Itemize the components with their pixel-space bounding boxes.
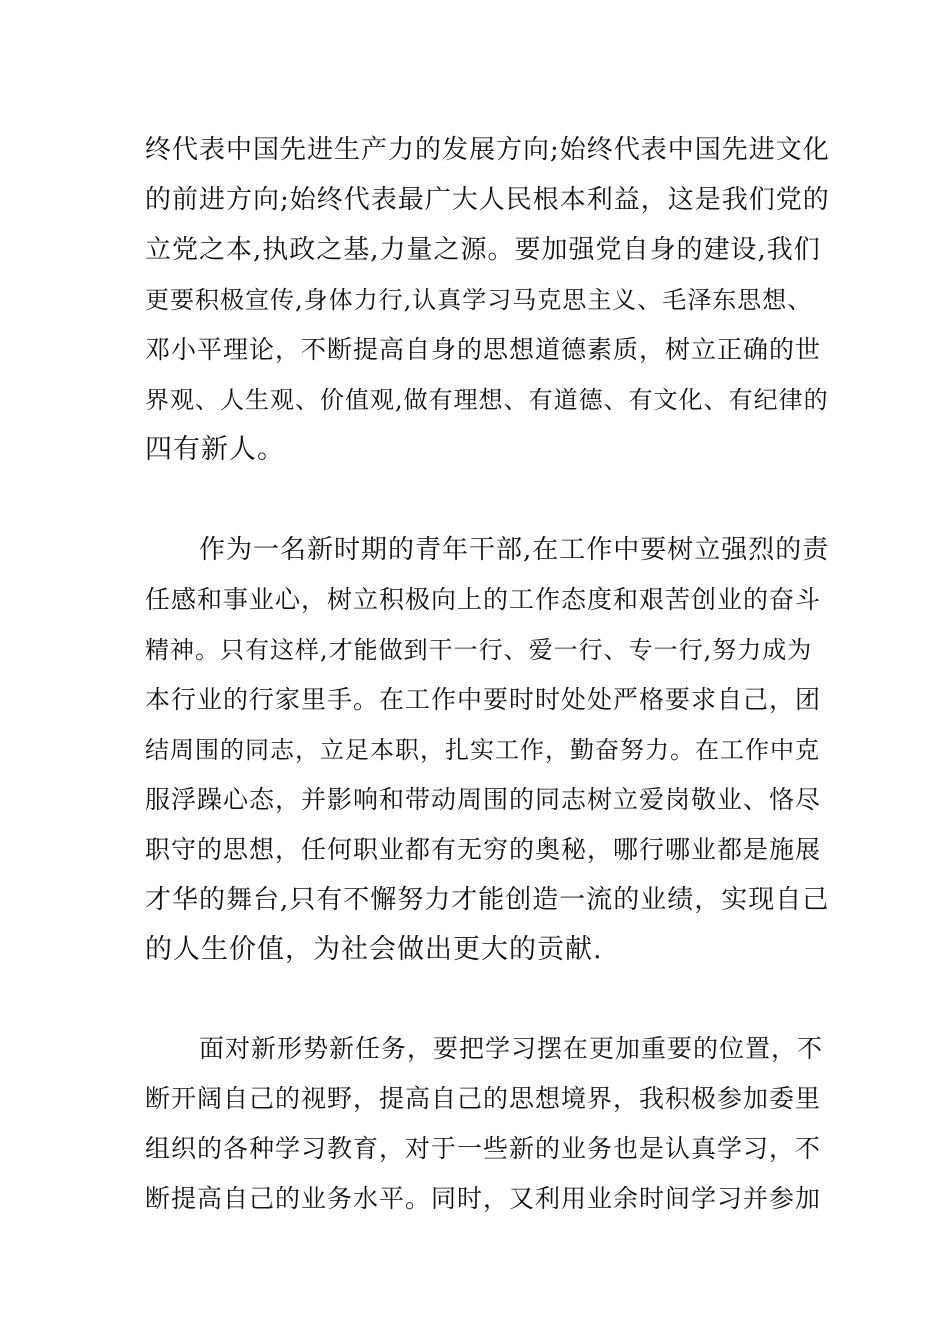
- paragraph-2-line: 任感和事业心，树立积极向上的工作态度和艰苦创业的奋斗: [145, 585, 822, 614]
- paragraph-1-line: 四有新人。: [145, 434, 285, 465]
- paragraph-2-line: 结周围的同志，立足本职，扎实工作，勤奋努力。在工作中克: [145, 736, 820, 764]
- paragraph-1-line: 的前进方向;始终代表最广大人民根本利益，这是我们党的: [145, 185, 830, 215]
- paragraph-3-line: 面对新形势新任务，要把学习摆在更加重要的位置，不: [199, 1034, 824, 1063]
- paragraph-1-line: 终代表中国先进生产力的发展方向;始终代表中国先进文化: [145, 135, 830, 165]
- paragraph-2-line: 职守的思想，任何职业都有无穷的奥秘，哪行哪业都是施展: [145, 835, 822, 864]
- paragraph-1-line: 界观、人生观、价值观,做有理想、有道德、有文化、有纪律的: [145, 386, 829, 414]
- paragraph-1-line: 立党之本,执政之基,力量之源。要加强党自身的建设,我们: [145, 235, 821, 265]
- paragraph-2-line: 的人生价值，为社会做出更大的贡献.: [145, 934, 603, 965]
- paragraph-2-line: 才华的舞台,只有不懈努力才能创造一流的业绩，实现自己: [145, 885, 830, 915]
- paragraph-2-line: 本行业的行家里手。在工作中要时时处处严格要求自己，团: [145, 685, 822, 714]
- paragraph-1-line: 更要积极宣传,身体力行,认真学习马克思主义、毛泽东思想、: [145, 286, 813, 314]
- paragraph-3-line: 断提高自己的业务水平。同时，又利用业余时间学习并参加: [145, 1184, 822, 1213]
- paragraph-1-line: 邓小平理论，不断提高自身的思想道德素质，树立正确的世: [145, 335, 822, 364]
- paragraph-2-line: 精神。只有这样,才能做到干一行、爱一行、专一行,努力成为: [145, 636, 813, 664]
- paragraph-3-line: 断开阔自己的视野，提高自己的思想境界，我积极参加委里: [145, 1084, 822, 1113]
- paragraph-3-line: 组织的各种学习教育，对于一些新的业务也是认真学习，不: [145, 1134, 822, 1163]
- paragraph-2-line: 服浮躁心态，并影响和带动周围的同志树立爱岗敬业、恪尽: [145, 785, 822, 814]
- paragraph-2-line: 作为一名新时期的青年干部,在工作中要树立强烈的责: [199, 535, 830, 565]
